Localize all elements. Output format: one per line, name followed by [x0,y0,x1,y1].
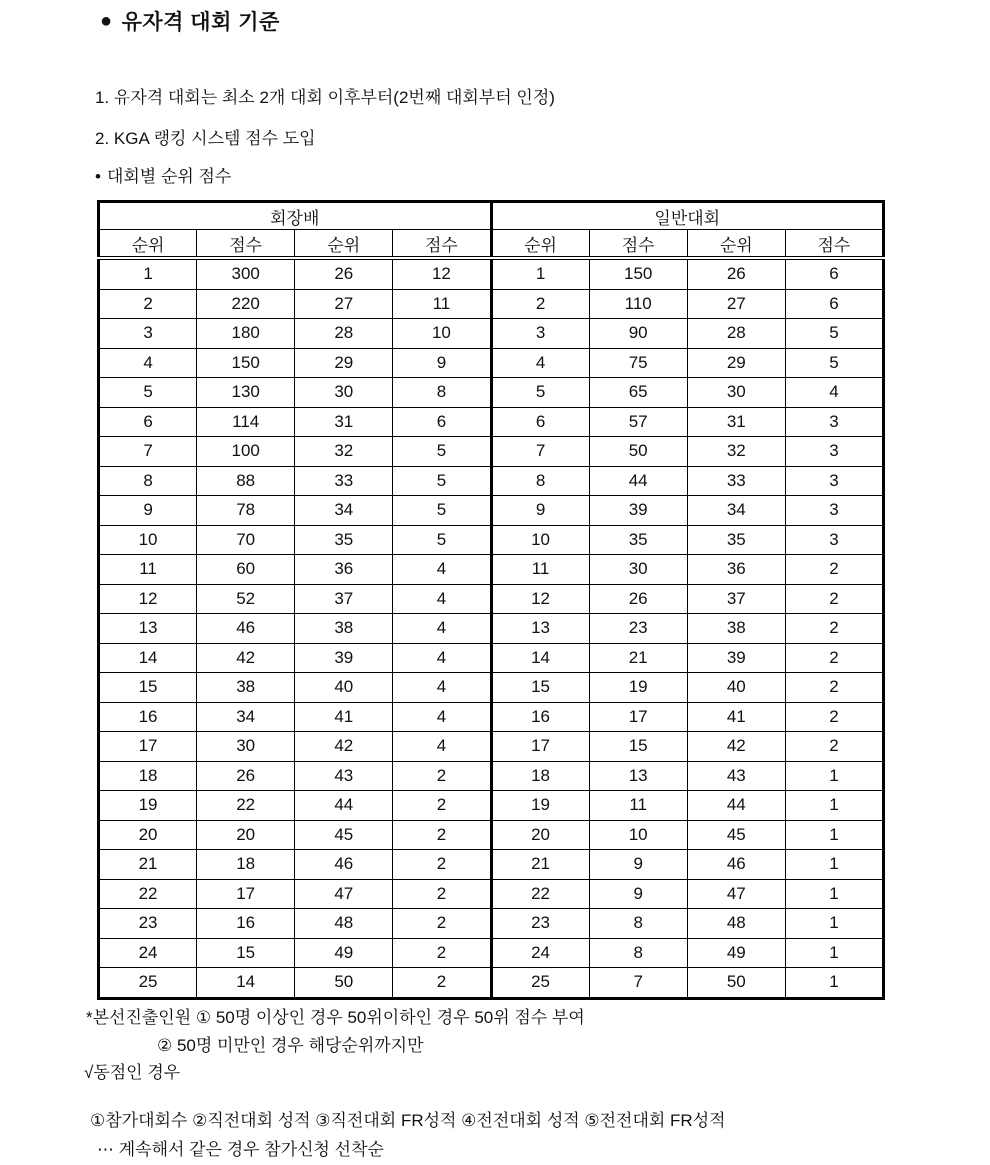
score-cell: 114 [197,407,295,437]
rank-cell: 36 [295,555,393,585]
rank-cell: 37 [295,584,393,614]
score-cell: 11 [393,289,491,319]
score-cell: 8 [589,909,687,939]
rank-cell: 12 [99,584,197,614]
rank-cell: 17 [99,732,197,762]
table-row [99,791,884,821]
rank-cell: 16 [99,702,197,732]
rank-cell: 2 [491,289,589,319]
score-cell: 30 [589,555,687,585]
rank-cell: 49 [295,938,393,968]
group-header-general-tournament: 일반대회 [491,202,884,230]
rank-cell: 41 [295,702,393,732]
rank-cell: 6 [491,407,589,437]
rank-cell: 30 [687,378,785,408]
rank-cell: 47 [687,879,785,909]
table-row [99,525,884,555]
table-row [99,584,884,614]
column-header-score: 점수 [393,230,491,259]
group-header-chairman-cup: 회장배 [99,202,492,230]
score-cell: 8 [393,378,491,408]
score-cell: 17 [589,702,687,732]
rank-cell: 28 [295,319,393,349]
rank-cell: 25 [491,968,589,999]
table-row [99,643,884,673]
rank-cell: 35 [687,525,785,555]
rank-cell: 18 [491,761,589,791]
rank-cell: 24 [491,938,589,968]
score-cell: 4 [393,673,491,703]
rank-cell: 6 [99,407,197,437]
score-cell: 100 [197,437,295,467]
rank-cell: 38 [295,614,393,644]
rank-score-table [97,200,885,1000]
score-cell: 20 [197,820,295,850]
score-cell: 5 [785,348,883,378]
score-cell: 7 [589,968,687,999]
table-row [99,820,884,850]
score-cell: 35 [589,525,687,555]
score-cell: 2 [393,938,491,968]
score-cell: 4 [393,584,491,614]
rank-cell: 5 [491,378,589,408]
score-cell: 2 [393,791,491,821]
rank-cell: 18 [99,761,197,791]
score-cell: 5 [393,525,491,555]
score-cell: 2 [393,850,491,880]
score-cell: 19 [589,673,687,703]
rank-cell: 25 [99,968,197,999]
rank-cell: 35 [295,525,393,555]
table-row [99,732,884,762]
rank-cell: 24 [99,938,197,968]
rank-cell: 40 [295,673,393,703]
score-cell: 5 [393,496,491,526]
rank-cell: 8 [491,466,589,496]
score-cell: 10 [589,820,687,850]
rank-cell: 22 [99,879,197,909]
note-tiebreak-continuation: ⋯ 계속해서 같은 경우 참가신청 선착순 [97,1139,384,1159]
rank-cell: 19 [491,791,589,821]
rank-cell: 1 [99,258,197,289]
rank-cell: 11 [99,555,197,585]
rank-cell: 50 [295,968,393,999]
rank-cell: 26 [687,258,785,289]
score-cell: 1 [785,938,883,968]
score-cell: 2 [785,732,883,762]
rank-cell: 3 [491,319,589,349]
score-cell: 78 [197,496,295,526]
rank-cell: 33 [295,466,393,496]
score-cell: 30 [197,732,295,762]
table-row [99,673,884,703]
score-cell: 2 [393,909,491,939]
table-row [99,319,884,349]
score-cell: 22 [197,791,295,821]
score-cell: 2 [785,702,883,732]
score-cell: 6 [785,258,883,289]
rank-cell: 22 [491,879,589,909]
rank-cell: 34 [295,496,393,526]
score-cell: 2 [785,614,883,644]
score-cell: 220 [197,289,295,319]
table-row [99,938,884,968]
table-row [99,466,884,496]
score-cell: 23 [589,614,687,644]
rank-cell: 23 [99,909,197,939]
score-cell: 2 [393,761,491,791]
score-cell: 2 [393,968,491,999]
score-cell: 65 [589,378,687,408]
rank-cell: 3 [99,319,197,349]
column-header-rank: 순위 [295,230,393,259]
column-header-score: 점수 [197,230,295,259]
score-cell: 9 [589,879,687,909]
table-row [99,879,884,909]
score-cell: 38 [197,673,295,703]
rank-cell: 4 [99,348,197,378]
score-cell: 8 [589,938,687,968]
score-cell: 3 [785,525,883,555]
score-cell: 15 [589,732,687,762]
rank-cell: 36 [687,555,785,585]
score-cell: 75 [589,348,687,378]
score-cell: 180 [197,319,295,349]
rank-cell: 31 [687,407,785,437]
rank-cell: 47 [295,879,393,909]
score-cell: 9 [393,348,491,378]
score-cell: 3 [785,407,883,437]
rank-cell: 20 [491,820,589,850]
note-finalists-rule-2: ② 50명 미만인 경우 해당순위까지만 [157,1035,424,1055]
table-row [99,258,884,289]
rank-cell: 42 [295,732,393,762]
score-cell: 3 [785,496,883,526]
score-cell: 50 [589,437,687,467]
note-tiebreak-order: ①참가대회수 ②직전대회 성적 ③직전대회 FR성적 ④전전대회 성적 ⑤전전대회 FR성적 [90,1110,726,1130]
score-cell: 4 [393,732,491,762]
table-row [99,555,884,585]
rank-score-table-body [99,258,884,998]
rank-cell: 9 [99,496,197,526]
document-page [0,6,990,1165]
rank-cell: 12 [491,584,589,614]
rank-cell: 8 [99,466,197,496]
table-group-header-row [99,202,884,230]
rank-cell: 27 [687,289,785,319]
rank-cell: 45 [295,820,393,850]
rank-cell: 23 [491,909,589,939]
score-cell: 39 [589,496,687,526]
rank-cell: 26 [295,258,393,289]
page-title-text: 유자격 대회 기준 [121,11,280,34]
intro-line-1: 1. 유자격 대회는 최소 2개 대회 이후부터(2번째 대회부터 인정) [95,88,555,107]
rank-cell: 48 [687,909,785,939]
rank-cell: 1 [491,258,589,289]
column-header-rank: 순위 [99,230,197,259]
score-cell: 4 [393,643,491,673]
rank-cell: 21 [99,850,197,880]
score-cell: 1 [785,850,883,880]
rank-cell: 15 [99,673,197,703]
score-cell: 14 [197,968,295,999]
table-row [99,348,884,378]
table-caption [95,167,990,187]
caption-bullet-icon: • [95,167,101,186]
score-cell: 18 [197,850,295,880]
rank-cell: 41 [687,702,785,732]
rank-cell: 29 [295,348,393,378]
score-cell: 150 [589,258,687,289]
rank-cell: 32 [295,437,393,467]
note-finalists-rule-1: *본선진출인원 ① 50명 이상인 경우 50위이하인 경우 50위 점수 부여 [86,1007,585,1027]
page-title [100,6,990,36]
rank-cell: 29 [687,348,785,378]
rank-cell: 46 [295,850,393,880]
table-row [99,289,884,319]
rank-cell: 2 [99,289,197,319]
table-row [99,378,884,408]
score-cell: 1 [785,761,883,791]
score-cell: 34 [197,702,295,732]
score-cell: 6 [785,289,883,319]
table-caption-text: 대회별 순위 점수 [106,167,232,186]
rank-cell: 19 [99,791,197,821]
table-row [99,407,884,437]
rank-cell: 14 [491,643,589,673]
score-cell: 1 [785,879,883,909]
rank-cell: 28 [687,319,785,349]
score-cell: 5 [393,466,491,496]
score-cell: 2 [785,673,883,703]
rank-cell: 11 [491,555,589,585]
rank-cell: 42 [687,732,785,762]
note-tie-case-heading: √동점인 경우 [84,1062,181,1082]
rank-cell: 48 [295,909,393,939]
rank-cell: 17 [491,732,589,762]
rank-cell: 7 [491,437,589,467]
intro-line-2: 2. KGA 랭킹 시스템 점수 도입 [95,129,316,148]
table-column-header-row [99,230,884,259]
score-cell: 9 [589,850,687,880]
table-row [99,909,884,939]
table-row [99,702,884,732]
rank-cell: 10 [491,525,589,555]
rank-cell: 30 [295,378,393,408]
score-cell: 17 [197,879,295,909]
table-row [99,850,884,880]
score-cell: 2 [393,879,491,909]
rank-cell: 34 [687,496,785,526]
score-cell: 52 [197,584,295,614]
rank-cell: 44 [295,791,393,821]
rank-cell: 9 [491,496,589,526]
title-bullet-icon: ● [100,10,113,32]
score-cell: 1 [785,791,883,821]
score-cell: 4 [393,555,491,585]
score-cell: 3 [785,466,883,496]
rank-cell: 39 [687,643,785,673]
score-cell: 60 [197,555,295,585]
score-cell: 110 [589,289,687,319]
score-cell: 10 [393,319,491,349]
rank-cell: 21 [491,850,589,880]
score-cell: 3 [785,437,883,467]
column-header-rank: 순위 [687,230,785,259]
score-cell: 44 [589,466,687,496]
score-cell: 5 [393,437,491,467]
rank-cell: 20 [99,820,197,850]
score-cell: 300 [197,258,295,289]
rank-cell: 38 [687,614,785,644]
rank-cell: 31 [295,407,393,437]
rank-cell: 49 [687,938,785,968]
score-cell: 1 [785,968,883,999]
rank-cell: 27 [295,289,393,319]
rank-cell: 43 [687,761,785,791]
score-cell: 5 [785,319,883,349]
table-row [99,761,884,791]
score-cell: 4 [785,378,883,408]
rank-cell: 7 [99,437,197,467]
rank-cell: 16 [491,702,589,732]
score-cell: 26 [197,761,295,791]
score-cell: 2 [785,643,883,673]
rank-cell: 15 [491,673,589,703]
score-cell: 57 [589,407,687,437]
score-cell: 26 [589,584,687,614]
rank-cell: 39 [295,643,393,673]
rank-cell: 14 [99,643,197,673]
score-cell: 2 [393,820,491,850]
score-cell: 15 [197,938,295,968]
score-cell: 12 [393,258,491,289]
rank-cell: 50 [687,968,785,999]
score-cell: 70 [197,525,295,555]
rank-cell: 5 [99,378,197,408]
score-cell: 90 [589,319,687,349]
table-row [99,968,884,999]
rank-cell: 37 [687,584,785,614]
score-cell: 46 [197,614,295,644]
score-cell: 16 [197,909,295,939]
table-row [99,614,884,644]
score-cell: 1 [785,820,883,850]
rank-cell: 43 [295,761,393,791]
score-cell: 2 [785,555,883,585]
score-cell: 130 [197,378,295,408]
rank-cell: 33 [687,466,785,496]
score-cell: 42 [197,643,295,673]
column-header-score: 점수 [785,230,883,259]
table-row [99,437,884,467]
rank-cell: 13 [99,614,197,644]
rank-cell: 40 [687,673,785,703]
column-header-rank: 순위 [491,230,589,259]
column-header-score: 점수 [589,230,687,259]
rank-cell: 32 [687,437,785,467]
score-cell: 11 [589,791,687,821]
score-cell: 21 [589,643,687,673]
score-cell: 1 [785,909,883,939]
rank-cell: 45 [687,820,785,850]
score-cell: 88 [197,466,295,496]
score-cell: 4 [393,702,491,732]
rank-cell: 44 [687,791,785,821]
score-cell: 6 [393,407,491,437]
rank-cell: 46 [687,850,785,880]
rank-cell: 4 [491,348,589,378]
score-cell: 2 [785,584,883,614]
score-cell: 4 [393,614,491,644]
score-cell: 13 [589,761,687,791]
rank-cell: 10 [99,525,197,555]
score-cell: 150 [197,348,295,378]
table-row [99,496,884,526]
rank-cell: 13 [491,614,589,644]
